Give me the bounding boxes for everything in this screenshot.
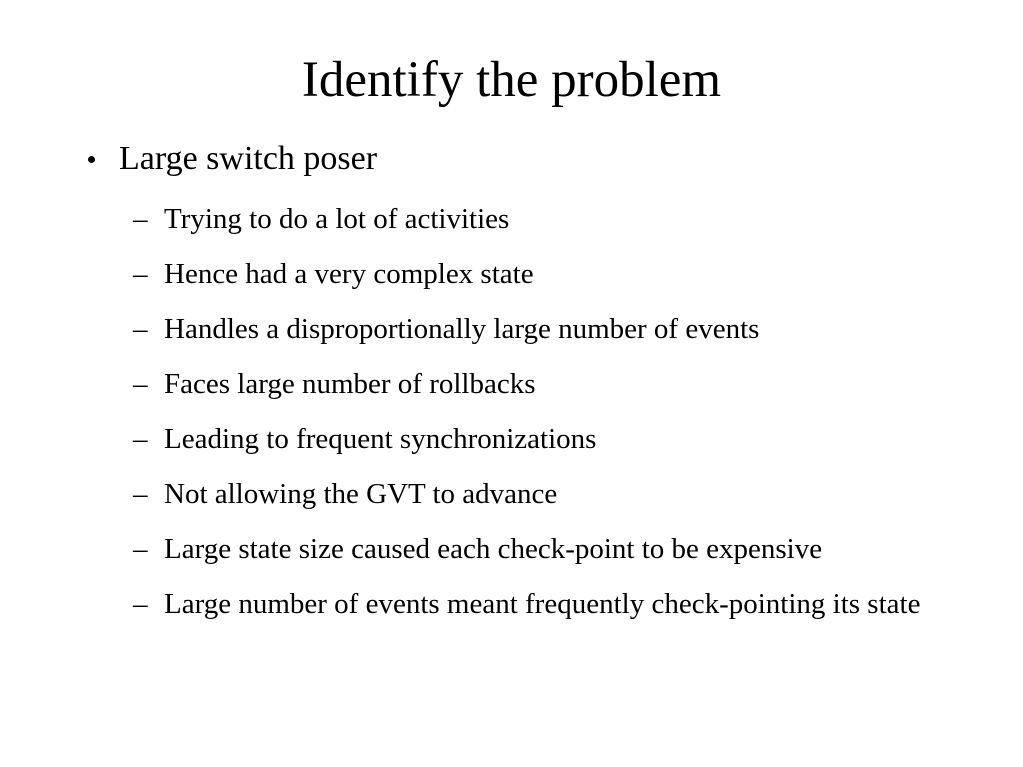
- dash-bullet-icon: –: [133, 478, 148, 510]
- sub-bullet-item: [133, 365, 993, 403]
- sub-bullet-text: Hence had a very complex state: [164, 258, 534, 290]
- dash-bullet-icon: –: [133, 588, 148, 620]
- dash-bullet-icon: –: [133, 203, 148, 235]
- sub-bullet-item: [133, 310, 993, 348]
- sub-bullet-item: [133, 200, 993, 238]
- dash-bullet-icon: –: [133, 313, 148, 345]
- dash-bullet-icon: –: [133, 368, 148, 400]
- slide-title: Identify the problem: [301, 52, 722, 108]
- sub-bullet-list: [133, 200, 993, 640]
- dash-bullet-icon: –: [133, 423, 148, 455]
- sub-bullet-text: Faces large number of rollbacks: [164, 368, 536, 400]
- sub-bullet-text: Handles a disproportionally large number of events: [164, 313, 760, 345]
- sub-bullet-item: [133, 255, 993, 293]
- sub-bullet-text: Large state size caused each check-point to be expensive: [164, 533, 823, 565]
- sub-bullet-text: Large number of events meant frequently check-pointing its state: [164, 588, 921, 620]
- sub-bullet-text: Trying to do a lot of activities: [164, 203, 510, 235]
- sub-bullet-item: [133, 420, 993, 458]
- sub-bullet-item: [133, 530, 993, 568]
- sub-bullet-text: Leading to frequent synchronizations: [164, 423, 597, 455]
- main-bullet-text: Large switch poser: [119, 140, 378, 177]
- sub-bullet-item: [133, 475, 993, 513]
- sub-bullet-text: Not allowing the GVT to advance: [164, 478, 558, 510]
- sub-bullet-item: [133, 585, 993, 623]
- dash-bullet-icon: –: [133, 533, 148, 565]
- dash-bullet-icon: –: [133, 258, 148, 290]
- bullet-dot-icon: [88, 156, 95, 163]
